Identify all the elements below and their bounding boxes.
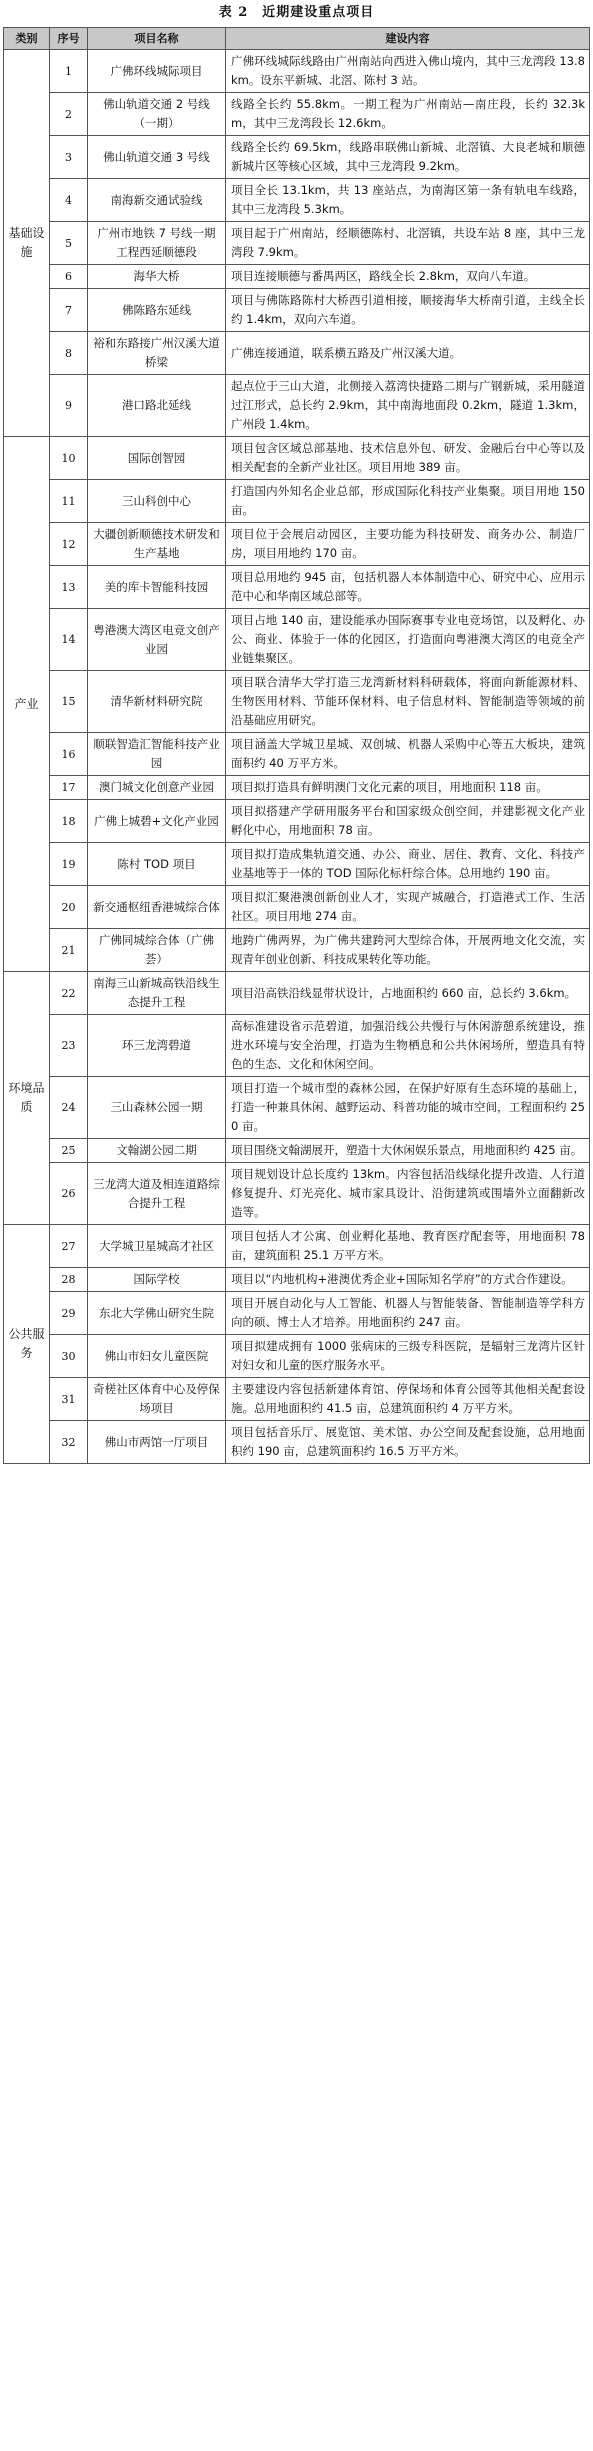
table-title: 表 2 近期建设重点项目 bbox=[218, 5, 375, 20]
project-number: 20 bbox=[50, 886, 88, 929]
project-content: 项目联合清华大学打造三龙湾新材料科研载体，将面向新能源材料、生物医用材料、节能环保材料、电子信息材料、智能制造等领域的前沿基础应用研究。 bbox=[226, 671, 590, 733]
project-number: 23 bbox=[50, 1015, 88, 1077]
header-category: 类别 bbox=[4, 28, 50, 50]
project-number: 30 bbox=[50, 1335, 88, 1378]
project-content: 项目以“内地机构+港澳优秀企业+国际知名学府”的方式合作建设。 bbox=[226, 1268, 590, 1292]
table-row bbox=[4, 1292, 590, 1335]
table-row bbox=[4, 671, 590, 733]
project-content: 项目拟打造具有鲜明澳门文化元素的项目，用地面积 118 亩。 bbox=[226, 776, 590, 800]
table-row bbox=[4, 289, 590, 332]
project-content: 项目打造一个城市型的森林公园，在保护好原有生态环境的基础上，打造一种兼具休闲、越野运动、科普功能的城市空间，工程面积约 250 亩。 bbox=[226, 1077, 590, 1139]
project-content: 项目开展自动化与人工智能、机器人与智能装备、智能制造等学科方向的硕、博士人才培养。用地面积约 247 亩。 bbox=[226, 1292, 590, 1335]
project-content: 项目起于广州南站，经顺德陈村、北滘镇，共设车站 8 座，其中三龙湾段 7.9km。 bbox=[226, 222, 590, 265]
project-content: 项目拟建成拥有 1000 张病床的三级专科医院，是辐射三龙湾片区针对妇女和儿童的医疗服务水平。 bbox=[226, 1335, 590, 1378]
project-number: 24 bbox=[50, 1077, 88, 1139]
table-row bbox=[4, 437, 590, 480]
table-row bbox=[4, 1335, 590, 1378]
project-name: 广佛环线城际项目 bbox=[88, 50, 226, 93]
table-row bbox=[4, 843, 590, 886]
table-row bbox=[4, 1225, 590, 1268]
project-number: 4 bbox=[50, 179, 88, 222]
project-name: 粤港澳大湾区电竞文创产业园 bbox=[88, 609, 226, 671]
table-row bbox=[4, 886, 590, 929]
project-name: 新交通枢纽香港城综合体 bbox=[88, 886, 226, 929]
project-number: 3 bbox=[50, 136, 88, 179]
project-name: 海华大桥 bbox=[88, 265, 226, 289]
project-content: 项目与佛陈路陈村大桥西引道相接，顺接海华大桥南引道，主线全长约 1.4km，双向六车道。 bbox=[226, 289, 590, 332]
table-body bbox=[4, 50, 590, 1464]
table-row bbox=[4, 93, 590, 136]
project-number: 18 bbox=[50, 800, 88, 843]
project-number: 13 bbox=[50, 566, 88, 609]
project-name: 清华新材料研究院 bbox=[88, 671, 226, 733]
project-number: 9 bbox=[50, 375, 88, 437]
project-number: 26 bbox=[50, 1163, 88, 1225]
header-row bbox=[4, 28, 590, 50]
project-number: 25 bbox=[50, 1139, 88, 1163]
project-name: 南海三山新城高铁沿线生态提升工程 bbox=[88, 972, 226, 1015]
project-name: 佛山市妇女儿童医院 bbox=[88, 1335, 226, 1378]
project-content: 项目连接顺德与番禺两区，路线全长 2.8km，双向八车道。 bbox=[226, 265, 590, 289]
project-number: 10 bbox=[50, 437, 88, 480]
project-content: 项目包含区域总部基地、技术信息外包、研发、金融后台中心等以及相关配套的全新产业社区。项目用地 389 亩。 bbox=[226, 437, 590, 480]
project-name: 广州市地铁 7 号线一期工程西延顺德段 bbox=[88, 222, 226, 265]
project-number: 28 bbox=[50, 1268, 88, 1292]
project-number: 22 bbox=[50, 972, 88, 1015]
table-row bbox=[4, 1015, 590, 1077]
table-row bbox=[4, 776, 590, 800]
project-name: 三龙湾大道及相连道路综合提升工程 bbox=[88, 1163, 226, 1225]
project-number: 32 bbox=[50, 1421, 88, 1464]
table-row bbox=[4, 136, 590, 179]
project-number: 7 bbox=[50, 289, 88, 332]
project-content: 打造国内外知名企业总部，形成国际化科技产业集聚。项目用地 150 亩。 bbox=[226, 480, 590, 523]
table-row bbox=[4, 1077, 590, 1139]
project-name: 佛山轨道交通 2 号线（一期） bbox=[88, 93, 226, 136]
project-content: 项目拟搭建产学研用服务平台和国家级众创空间，并建影视文化产业孵化中心，用地面积 78 亩。 bbox=[226, 800, 590, 843]
project-content: 项目涵盖大学城卫星城、双创城、机器人采购中心等五大板块，建筑面积约 40 万平方米。 bbox=[226, 733, 590, 776]
project-number: 29 bbox=[50, 1292, 88, 1335]
table-row bbox=[4, 375, 590, 437]
table-row bbox=[4, 480, 590, 523]
project-name: 国际创智园 bbox=[88, 437, 226, 480]
header-no: 序号 bbox=[50, 28, 88, 50]
category-cell: 环境品质 bbox=[4, 972, 50, 1225]
project-number: 21 bbox=[50, 929, 88, 972]
project-name: 美的库卡智能科技园 bbox=[88, 566, 226, 609]
project-content: 广佛环线城际线路由广州南站向西进入佛山境内，其中三龙湾段 13.8km。设东平新城、北滘、陈村 3 站。 bbox=[226, 50, 590, 93]
project-name: 顺联智造汇智能科技产业园 bbox=[88, 733, 226, 776]
project-number: 8 bbox=[50, 332, 88, 375]
project-number: 15 bbox=[50, 671, 88, 733]
project-content: 高标准建设省示范碧道，加强沿线公共慢行与休闲游憩系统建设，推进水环境与安全治理，打造为生物栖息和公共休闲场所，塑造具有特色的生态、文化和休闲空间。 bbox=[226, 1015, 590, 1077]
table-row bbox=[4, 733, 590, 776]
project-content: 项目总用地约 945 亩，包括机器人本体制造中心、研究中心、应用示范中心和华南区域总部等。 bbox=[226, 566, 590, 609]
table-row bbox=[4, 972, 590, 1015]
project-name: 环三龙湾碧道 bbox=[88, 1015, 226, 1077]
table-row bbox=[4, 929, 590, 972]
table-row bbox=[4, 609, 590, 671]
project-number: 19 bbox=[50, 843, 88, 886]
project-number: 17 bbox=[50, 776, 88, 800]
table-row bbox=[4, 179, 590, 222]
project-content: 项目位于会展启动园区，主要功能为科技研发、商务办公、制造厂房，项目用地约 170 亩。 bbox=[226, 523, 590, 566]
project-content: 项目拟汇聚港澳创新创业人才，实现产城融合，打造港式工作、生活社区。项目用地 274 亩。 bbox=[226, 886, 590, 929]
project-name: 裕和东路接广州汉溪大道桥梁 bbox=[88, 332, 226, 375]
project-name: 陈村 TOD 项目 bbox=[88, 843, 226, 886]
project-number: 27 bbox=[50, 1225, 88, 1268]
table-row bbox=[4, 332, 590, 375]
project-content: 项目沿高铁沿线显带状设计，占地面积约 660 亩，总长约 3.6km。 bbox=[226, 972, 590, 1015]
project-name: 佛山市两馆一厅项目 bbox=[88, 1421, 226, 1464]
project-content: 项目围绕文翰湖展开，塑造十大休闲娱乐景点，用地面积约 425 亩。 bbox=[226, 1139, 590, 1163]
project-name: 南海新交通试验线 bbox=[88, 179, 226, 222]
project-number: 16 bbox=[50, 733, 88, 776]
project-number: 12 bbox=[50, 523, 88, 566]
table-row bbox=[4, 1421, 590, 1464]
table-row bbox=[4, 265, 590, 289]
project-content: 项目规划设计总长度约 13km。内容包括沿线绿化提升改造、人行道修复提升、灯光亮化、城市家具设计、沿街建筑或围墙外立面翻新改造等。 bbox=[226, 1163, 590, 1225]
project-name: 佛陈路东延线 bbox=[88, 289, 226, 332]
project-number: 11 bbox=[50, 480, 88, 523]
project-content: 项目全长 13.1km，共 13 座站点，为南海区第一条有轨电车线路，其中三龙湾段 5.3km。 bbox=[226, 179, 590, 222]
project-name: 大疆创新顺德技术研发和生产基地 bbox=[88, 523, 226, 566]
project-name: 广佛同城综合体（广佛荟） bbox=[88, 929, 226, 972]
project-name: 文翰湖公园二期 bbox=[88, 1139, 226, 1163]
table-row bbox=[4, 1378, 590, 1421]
project-name: 奇槎社区体育中心及停保场项目 bbox=[88, 1378, 226, 1421]
project-name: 三山森林公园一期 bbox=[88, 1077, 226, 1139]
project-number: 6 bbox=[50, 265, 88, 289]
category-cell: 产业 bbox=[4, 437, 50, 972]
project-content: 线路全长约 55.8km。一期工程为广州南站—南庄段，长约 32.3km，其中三龙湾段长 12.6km。 bbox=[226, 93, 590, 136]
project-name: 大学城卫星城高才社区 bbox=[88, 1225, 226, 1268]
project-number: 14 bbox=[50, 609, 88, 671]
project-content: 线路全长约 69.5km，线路串联佛山新城、北滘镇、大良老城和顺德新城片区等核心区域，其中三龙湾段 9.2km。 bbox=[226, 136, 590, 179]
project-content: 起点位于三山大道，北侧接入荔湾快捷路二期与广钢新城，采用隧道过江形式，总长约 2.9km，其中南海地面段 0.2km，隧道 1.3km，广州段 1.4km。 bbox=[226, 375, 590, 437]
project-name: 佛山轨道交通 3 号线 bbox=[88, 136, 226, 179]
project-content: 项目占地 140 亩，建设能承办国际赛事专业电竞场馆，以及孵化、办公、商业、体验于一体的化园区，打造面向粤港澳大湾区的电竞全产业链集聚区。 bbox=[226, 609, 590, 671]
table-row bbox=[4, 1268, 590, 1292]
project-name: 广佛上城碧+文化产业园 bbox=[88, 800, 226, 843]
header-content: 建设内容 bbox=[226, 28, 590, 50]
project-number: 31 bbox=[50, 1378, 88, 1421]
table-row bbox=[4, 566, 590, 609]
table-row bbox=[4, 1139, 590, 1163]
project-content: 项目包括人才公寓、创业孵化基地、教育医疗配套等，用地面积 78 亩，建筑面积 25.1 万平方米。 bbox=[226, 1225, 590, 1268]
project-number: 2 bbox=[50, 93, 88, 136]
table-row bbox=[4, 1163, 590, 1225]
header-name: 项目名称 bbox=[88, 28, 226, 50]
project-content: 广佛连接通道，联系横五路及广州汉溪大道。 bbox=[226, 332, 590, 375]
project-number: 5 bbox=[50, 222, 88, 265]
project-number: 1 bbox=[50, 50, 88, 93]
key-projects-table bbox=[3, 27, 590, 1464]
category-cell: 公共服务 bbox=[4, 1225, 50, 1464]
project-content: 地跨广佛两界，为广佛共建跨河大型综合体，开展两地文化交流，实现青年创业创新、科技成果转化等功能。 bbox=[226, 929, 590, 972]
table-row bbox=[4, 50, 590, 93]
table-row bbox=[4, 523, 590, 566]
project-content: 项目包括音乐厅、展览馆、美术馆、办公空间及配套设施，总用地面积约 190 亩，总建筑面积约 16.5 万平方米。 bbox=[226, 1421, 590, 1464]
table-row bbox=[4, 222, 590, 265]
project-name: 东北大学佛山研究生院 bbox=[88, 1292, 226, 1335]
project-content: 主要建设内容包括新建体育馆、停保场和体育公园等其他相关配套设施。总用地面积约 41.5 亩，总建筑面积约 4 万平方米。 bbox=[226, 1378, 590, 1421]
category-cell: 基础设施 bbox=[4, 50, 50, 437]
project-name: 国际学校 bbox=[88, 1268, 226, 1292]
table-row bbox=[4, 800, 590, 843]
project-content: 项目拟打造成集轨道交通、办公、商业、居住、教育、文化、科技产业基地等于一体的 TOD 国际化标杆综合体。总用地约 190 亩。 bbox=[226, 843, 590, 886]
project-name: 港口路北延线 bbox=[88, 375, 226, 437]
project-name: 三山科创中心 bbox=[88, 480, 226, 523]
project-name: 澳门城文化创意产业园 bbox=[88, 776, 226, 800]
